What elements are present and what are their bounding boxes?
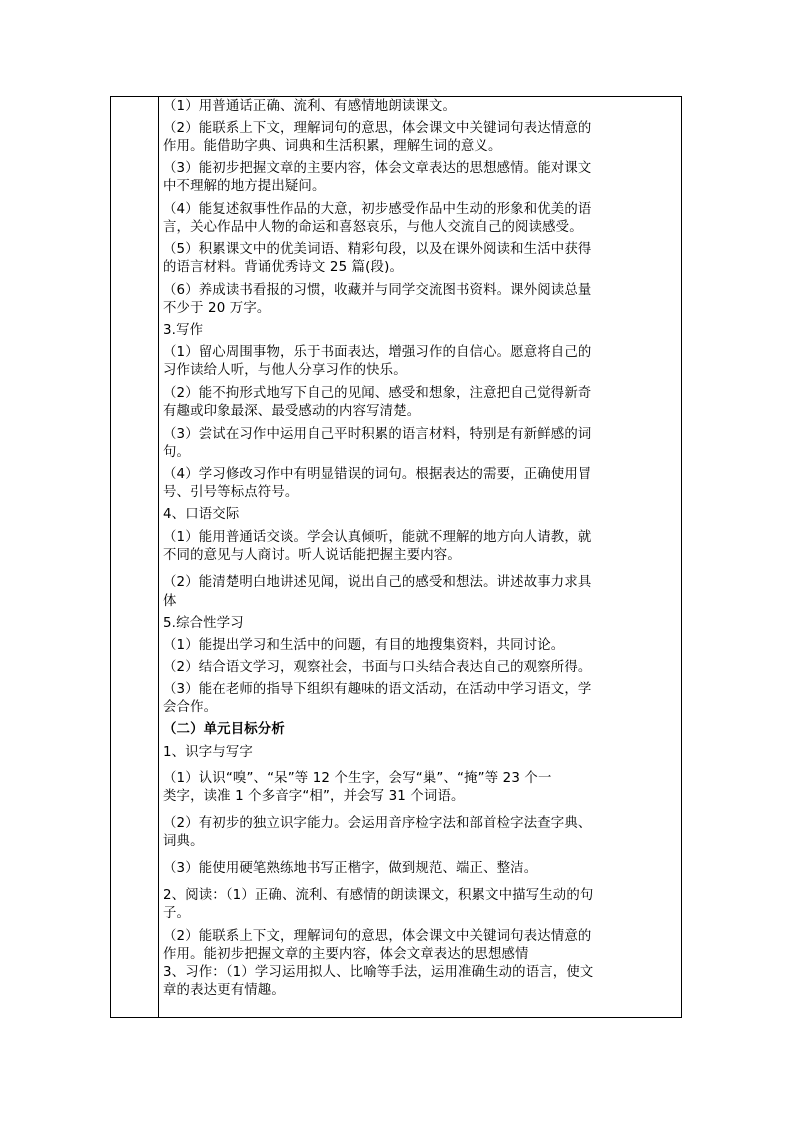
text-line: （2）能清楚明白地讲述见闻，说出自己的感受和想法。讲述故事力求具	[163, 575, 592, 590]
section-heading: 3.写作	[163, 323, 204, 338]
text-line: 不同的意见与人商讨。听人说话能把握主要内容。	[163, 548, 461, 563]
text-line: 句。	[163, 445, 191, 460]
text-line: 作用。能初步把握文章的主要内容，体会文章表达的思想感情	[163, 947, 529, 962]
text-line: 2、阅读：（1）正确、流利、有感情的朗读课文，积累文中描写生动的句	[163, 888, 594, 903]
document-table	[110, 96, 682, 1018]
text-line: （2）能不拘形式地写下自己的见闻、感受和想象，注意把自己觉得新奇	[163, 386, 592, 401]
text-line: （3）能在老师的指导下组织有趣味的语文活动，在活动中学习语文，学	[163, 682, 592, 697]
text-line: 章的表达更有情趣。	[163, 983, 285, 998]
text-line: 3、习作：（1）学习运用拟人、比喻等手法，运用准确生动的语言，使文	[163, 965, 594, 980]
column-divider	[158, 97, 159, 1017]
text-line: （3）能初步把握文章的主要内容，体会文章表达的思想感情。能对课文	[163, 161, 592, 176]
text-line: 子。	[163, 906, 191, 921]
text-line: 中不理解的地方提出疑问。	[163, 179, 326, 194]
text-line: （1）留心周围事物，乐于书面表达，增强习作的自信心。愿意将自己的	[163, 345, 592, 360]
text-line: 类字，读准 1 个多音字“相”，并会写 31 个词语。	[163, 789, 465, 804]
text-line: （1）用普通话正确、流利、有感情地朗读课文。	[163, 99, 457, 114]
text-line: （1）认识“嗅”、“呆”等 12 个生字，会写“巢”、“掩”等 23 个一	[163, 771, 552, 786]
text-line: （1）能用普通话交谈。学会认真倾听，能就不理解的地方向人请教，就	[163, 530, 592, 545]
text-line: （5）积累课文中的优美词语、精彩句段，以及在课外阅读和生活中获得	[163, 242, 592, 257]
text-line: （3）尝试在习作中运用自己平时积累的语言材料，特别是有新鲜感的词	[163, 427, 592, 442]
text-line: 习作读给人听，与他人分享习作的快乐。	[163, 363, 407, 378]
text-line: （6）养成读书看报的习惯，收藏并与同学交流图书资料。课外阅读总量	[163, 283, 592, 298]
text-line: （4）能复述叙事性作品的大意，初步感受作品中生动的形象和优美的语	[163, 202, 592, 217]
section-heading: 5.综合性学习	[163, 616, 244, 631]
text-line: （3）能使用硬笔熟练地书写正楷字，做到规范、端正、整洁。	[163, 861, 538, 876]
text-line: 词典。	[163, 834, 204, 849]
text-line: （4）学习修改习作中有明显错误的词句。根据表达的需要，正确使用冒	[163, 467, 592, 482]
text-line: 号、引号等标点符号。	[163, 485, 299, 500]
text-line: 作用。能借助字典、词典和生活积累，理解生词的意义。	[163, 139, 502, 154]
section-title: （二）单元目标分析	[163, 722, 285, 737]
text-line: （1）能提出学习和生活中的问题，有目的地搜集资料，共同讨论。	[163, 638, 565, 653]
text-line: 体	[163, 594, 177, 609]
text-line: （2）有初步的独立识字能力。会运用音序检字法和部首检字法查字典、	[163, 816, 592, 831]
text-line: 有趣或印象最深、最受感动的内容写清楚。	[163, 404, 421, 419]
section-heading: 4、口语交际	[163, 507, 240, 522]
section-heading: 1、识字与写字	[163, 745, 253, 760]
text-line: 的语言材料。背诵优秀诗文 25 篇(段)。	[163, 260, 404, 275]
text-line: （2）能联系上下文，理解词句的意思，体会课文中关键词句表达情意的	[163, 121, 592, 136]
text-line: 会合作。	[163, 700, 218, 715]
text-line: （2）能联系上下文，理解词句的意思，体会课文中关键词句表达情意的	[163, 929, 592, 944]
text-line: 言，关心作品中人物的命运和喜怒哀乐，与他人交流自己的阅读感受。	[163, 220, 583, 235]
text-line: 不少于 20 万字。	[163, 301, 271, 316]
text-line: （2）结合语文学习，观察社会，书面与口头结合表达自己的观察所得。	[163, 660, 592, 675]
